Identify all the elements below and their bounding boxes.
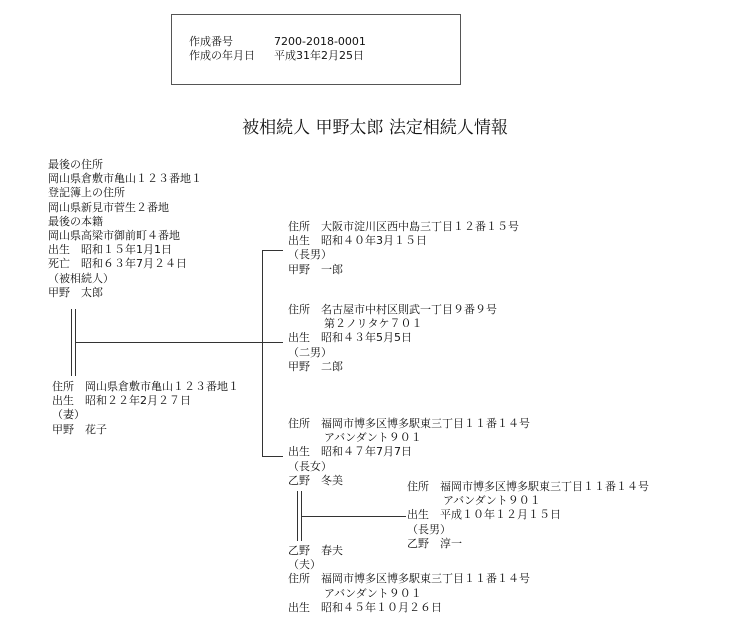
- page-title: 被相続人 甲野太郎 法定相続人情報: [242, 118, 508, 138]
- child1-address: 住所 大阪市淀川区西中島三丁目１２番１５号: [288, 220, 519, 233]
- grandchild-address-cont: アバンダント９０１: [443, 494, 541, 508]
- child1-name: 甲野 一郎: [288, 262, 343, 276]
- child2-birth: 出生 昭和４３年5月5日: [288, 331, 412, 345]
- child2-branch: [262, 342, 283, 343]
- child3-spouse-address: 住所 福岡市博多区博多駅東三丁目１１番１４号: [288, 572, 530, 586]
- spouse-name: 甲野 花子: [52, 422, 107, 436]
- deceased-name: 甲野 太郎: [48, 285, 103, 299]
- marriage-line-left: [71, 309, 72, 376]
- grandchild-relation: （長男）: [407, 522, 451, 536]
- children-connector-line: [75, 342, 283, 343]
- grandchild-info: [407, 480, 649, 551]
- child3-info: [288, 417, 530, 488]
- spouse-info: [52, 380, 239, 437]
- document-info-box: [171, 14, 461, 85]
- spouse-address: 住所 岡山県倉敷市亀山１２３番地１: [52, 380, 239, 393]
- creation-date-value: 平成31年2月25日: [274, 49, 364, 62]
- child3-branch: [262, 456, 283, 457]
- child1-info: [288, 220, 519, 277]
- deceased-birth: 出生 昭和１５年1月1日: [48, 243, 172, 257]
- child1-branch: [262, 250, 283, 251]
- grandchild-address: 住所 福岡市博多区博多駅東三丁目１１番１４号: [407, 480, 649, 493]
- document-number-label: 作成番号: [189, 35, 233, 48]
- deceased-death: 死亡 昭和６３年7月２４日: [48, 257, 187, 271]
- deceased-relation: （被相続人）: [48, 271, 114, 285]
- child2-address-cont: 第２ノリタケ７０１: [324, 317, 423, 331]
- child2-address: 住所 名古屋市中村区則武一丁目９番９号: [288, 303, 497, 316]
- deceased-line: 岡山県倉敷市亀山１２３番地１: [48, 172, 202, 186]
- child3-spouse-info: [288, 544, 530, 615]
- deceased-info: [48, 158, 202, 300]
- spouse-birth: 出生 昭和２２年2月２７日: [52, 394, 191, 408]
- child3-address: 住所 福岡市博多区博多駅東三丁目１１番１４号: [288, 417, 530, 430]
- grandchild-connector-line: [301, 516, 406, 517]
- child3-name: 乙野 冬美: [288, 473, 343, 487]
- child2-relation: （二男）: [288, 345, 332, 359]
- deceased-line: 最後の本籍: [48, 214, 103, 228]
- deceased-line: 岡山県高梁市御前町４番地: [48, 228, 180, 242]
- document-number-value: 7200-2018-0001: [274, 35, 366, 48]
- child3-spouse-address-cont: アバンダント９０１: [324, 586, 422, 600]
- grandchild-name: 乙野 淳一: [407, 536, 462, 550]
- deceased-line: 最後の住所: [48, 158, 103, 171]
- child3-address-cont: アバンダント９０１: [324, 431, 422, 445]
- child3-relation: （長女）: [288, 459, 332, 473]
- grandchild-birth: 出生 平成１０年１２月１５日: [407, 508, 561, 522]
- child1-relation: （長男）: [288, 248, 332, 262]
- spouse-relation: （妻）: [52, 408, 85, 422]
- deceased-line: 登記簿上の住所: [48, 186, 125, 200]
- child3-spouse-relation: （夫）: [288, 558, 321, 572]
- child3-birth: 出生 昭和４７年7月7日: [288, 445, 412, 459]
- creation-date-label: 作成の年月日: [189, 49, 255, 62]
- child1-birth: 出生 昭和４０年3月１５日: [288, 234, 427, 248]
- children-bracket-vertical: [262, 250, 263, 457]
- child3-spouse-birth: 出生 昭和４５年１０月２６日: [288, 600, 442, 614]
- child3-spouse-name: 乙野 春夫: [288, 544, 343, 557]
- child2-name: 甲野 二郎: [288, 359, 343, 373]
- child3-marriage-line-left: [297, 491, 298, 541]
- deceased-line: 岡山県新見市菅生２番地: [48, 200, 169, 214]
- child2-info: [288, 303, 497, 374]
